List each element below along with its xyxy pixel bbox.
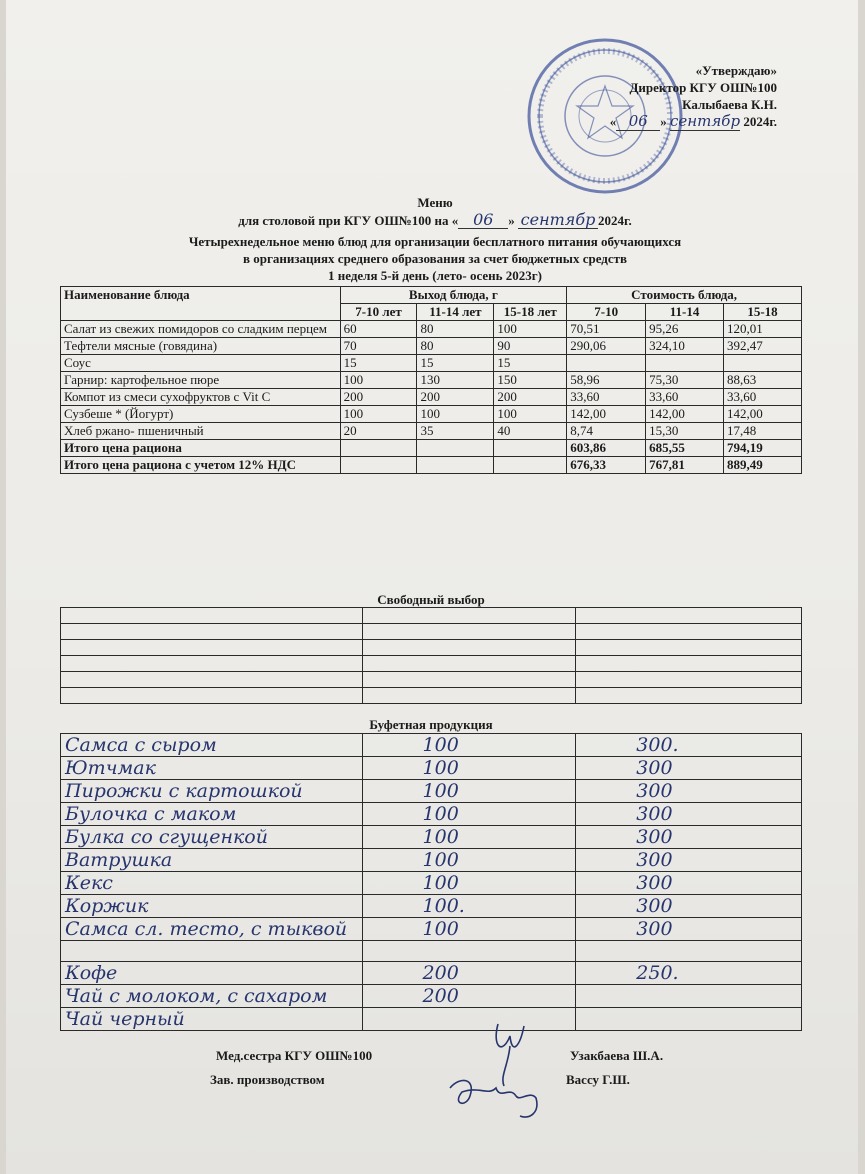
dish-cost: 8,74 <box>567 423 646 440</box>
dish-output: 20 <box>340 423 417 440</box>
buffet-item-price <box>576 985 802 1008</box>
dish-output: 90 <box>494 338 567 355</box>
buffet-row <box>61 918 802 941</box>
menu-day: 06 <box>458 211 508 229</box>
dish-output: 15 <box>494 355 567 372</box>
buffet-item-name: Чай черный <box>61 1008 363 1031</box>
menu-line3: в организациях среднего образования за счет бюджетных средств <box>242 251 628 266</box>
buffet-item-price: 250. <box>576 962 802 985</box>
buffet-item-weight: 100 <box>362 803 576 826</box>
buffet-item-price <box>576 941 802 962</box>
dish-cost: 392,47 <box>724 338 802 355</box>
buffet-item-weight: 100 <box>362 826 576 849</box>
dish-cost: 58,96 <box>567 372 646 389</box>
menu-line4: 1 неделя 5-й день (лето- осень 2023г) <box>327 268 543 283</box>
menu-row <box>61 355 802 372</box>
free-choice-title: Свободный выбор <box>377 592 485 607</box>
dish-cost: 120,01 <box>724 321 802 338</box>
dish-cost: 142,00 <box>724 406 802 423</box>
buffet-item-price: 300 <box>576 895 802 918</box>
menu-row <box>61 372 802 389</box>
buffet-row <box>61 780 802 803</box>
buffet-item-weight: 100 <box>362 849 576 872</box>
dish-cost: 95,26 <box>646 321 724 338</box>
buffet-table <box>60 733 802 1031</box>
dish-output: 100 <box>417 406 494 423</box>
buffet-item-name: Чай с молоком, с сахаром <box>61 985 363 1008</box>
buffet-item-name: Ютчмак <box>61 757 363 780</box>
buffet-item-price: 300 <box>576 849 802 872</box>
dish-cost: 15,30 <box>646 423 724 440</box>
dish-output: 35 <box>417 423 494 440</box>
buffet-row <box>61 734 802 757</box>
dish-output: 70 <box>340 338 417 355</box>
menu-subtitle: для столовой при КГУ ОШ№100 на « 06 » сентябр 2024г. <box>238 210 632 229</box>
buffet-row <box>61 757 802 780</box>
total-vat-row: Итого цена рациона с учетом 12% НДС 676,33 767,81 889,49 <box>61 457 802 474</box>
dish-output: 40 <box>494 423 567 440</box>
buffet-row <box>61 962 802 985</box>
sub-output-header: 7-10 лет <box>340 304 417 321</box>
chef-title: Зав. производством <box>210 1072 325 1087</box>
approval-name: Калыбаева К.Н. <box>682 97 777 112</box>
dish-cost: 88,63 <box>724 372 802 389</box>
dish-name: Сузбеше * (Йогурт) <box>61 406 341 423</box>
nurse-title: Мед.сестра КГУ ОШ№100 <box>216 1048 373 1063</box>
buffet-item-weight <box>362 941 576 962</box>
buffet-item-weight: 200 <box>362 985 576 1008</box>
dish-output: 60 <box>340 321 417 338</box>
dish-output: 80 <box>417 321 494 338</box>
buffet-row <box>61 985 802 1008</box>
buffet-item-price: 300 <box>576 757 802 780</box>
dish-output: 200 <box>340 389 417 406</box>
dish-cost: 33,60 <box>724 389 802 406</box>
buffet-item-weight: 100. <box>362 895 576 918</box>
total-row: Итого цена рациона 603,86 685,55 794,19 <box>61 440 802 457</box>
dish-output: 100 <box>340 372 417 389</box>
buffet-item-name: Кофе <box>61 962 363 985</box>
dish-output: 100 <box>340 406 417 423</box>
dish-output: 200 <box>417 389 494 406</box>
approval-day: 06 <box>616 113 660 131</box>
buffet-item-name: Самса сл. тесто, с тыквой <box>61 918 363 941</box>
approval-position: Директор КГУ ОШ№100 <box>629 80 777 95</box>
buffet-item-weight: 100 <box>362 780 576 803</box>
buffet-item-name: Кекс <box>61 872 363 895</box>
buffet-item-name: Булочка с маком <box>61 803 363 826</box>
approval-month: сентябр <box>669 112 741 130</box>
buffet-item-price: 300 <box>576 918 802 941</box>
buffet-row <box>61 826 802 849</box>
buffet-item-price: 300 <box>576 826 802 849</box>
buffet-item-weight: 100 <box>362 872 576 895</box>
menu-row <box>61 389 802 406</box>
menu-row <box>61 406 802 423</box>
dish-output: 200 <box>494 389 567 406</box>
dish-name: Салат из свежих помидоров со сладким перцем <box>61 321 341 338</box>
dish-output: 100 <box>494 321 567 338</box>
buffet-item-price: 300. <box>576 734 802 757</box>
menu-row <box>61 423 802 440</box>
dish-name: Компот из смеси сухофруктов с Vit C <box>61 389 341 406</box>
buffet-item-price: 300 <box>576 803 802 826</box>
dish-cost: 142,00 <box>567 406 646 423</box>
dish-output: 80 <box>417 338 494 355</box>
menu-year: 2024г. <box>598 213 632 228</box>
col-name-header: Наименование блюда <box>61 287 341 321</box>
dish-output: 100 <box>494 406 567 423</box>
buffet-row <box>61 849 802 872</box>
dish-cost: 142,00 <box>646 406 724 423</box>
menu-row <box>61 338 802 355</box>
menu-line2: Четырехнедельное меню блюд для организации бесплатного питания обучающихся <box>188 234 682 249</box>
handwritten-signature <box>440 1016 560 1126</box>
dish-name: Хлеб ржано- пшеничный <box>61 423 341 440</box>
menu-table <box>60 286 802 474</box>
approval-block <box>610 62 777 131</box>
dish-name: Соус <box>61 355 341 372</box>
free-choice-table <box>60 607 802 704</box>
dish-cost: 33,60 <box>567 389 646 406</box>
dish-output: 130 <box>417 372 494 389</box>
buffet-item-name: Ватрушка <box>61 849 363 872</box>
menu-row <box>61 321 802 338</box>
dish-cost: 33,60 <box>646 389 724 406</box>
sub-output-header: 11-14 лет <box>417 304 494 321</box>
dish-cost <box>567 355 646 372</box>
buffet-row <box>61 941 802 962</box>
menu-rows <box>61 321 802 440</box>
dish-output: 15 <box>417 355 494 372</box>
buffet-item-weight: 100 <box>362 918 576 941</box>
nurse-name: Узакбаева Ш.А. <box>570 1048 664 1063</box>
buffet-item-name <box>61 941 363 962</box>
approval-year: 2024г. <box>743 114 777 129</box>
menu-title: Меню <box>417 195 453 210</box>
dish-cost <box>646 355 724 372</box>
buffet-item-name: Самса с сыром <box>61 734 363 757</box>
dish-cost: 70,51 <box>567 321 646 338</box>
buffet-title: Буфетная продукция <box>369 717 493 732</box>
menu-month: сентябр <box>518 211 598 229</box>
dish-name: Тефтели мясные (говядина) <box>61 338 341 355</box>
dish-cost: 75,30 <box>646 372 724 389</box>
approval-date: « 06 » сентябр 2024г. <box>609 112 777 130</box>
sub-cost-header: 15-18 <box>724 304 802 321</box>
buffet-row <box>61 1008 802 1031</box>
dish-cost: 17,48 <box>724 423 802 440</box>
approval-caption: «Утверждаю» <box>695 63 777 78</box>
dish-name: Гарнир: картофельное пюре <box>61 372 341 389</box>
buffet-row <box>61 872 802 895</box>
dish-cost: 324,10 <box>646 338 724 355</box>
buffet-item-name: Булка со сгущенкой <box>61 826 363 849</box>
buffet-item-price <box>576 1008 802 1031</box>
chef-name: Вассу Г.Ш. <box>566 1072 630 1087</box>
buffet-item-price: 300 <box>576 780 802 803</box>
buffet-item-name: Пирожки с картошкой <box>61 780 363 803</box>
dish-output: 150 <box>494 372 567 389</box>
buffet-row <box>61 803 802 826</box>
sub-output-header: 15-18 лет <box>494 304 567 321</box>
buffet-item-price: 300 <box>576 872 802 895</box>
dish-cost: 290,06 <box>567 338 646 355</box>
buffet-item-weight: 100 <box>362 734 576 757</box>
col-cost-header: Стоимость блюда, <box>567 287 802 304</box>
dish-output: 15 <box>340 355 417 372</box>
buffet-item-name: Коржик <box>61 895 363 918</box>
sub-cost-header: 11-14 <box>646 304 724 321</box>
dish-cost <box>724 355 802 372</box>
sub-cost-header: 7-10 <box>567 304 646 321</box>
buffet-item-weight: 100 <box>362 757 576 780</box>
buffet-item-weight: 200 <box>362 962 576 985</box>
buffet-row <box>61 895 802 918</box>
col-output-header: Выход блюда, г <box>340 287 567 304</box>
